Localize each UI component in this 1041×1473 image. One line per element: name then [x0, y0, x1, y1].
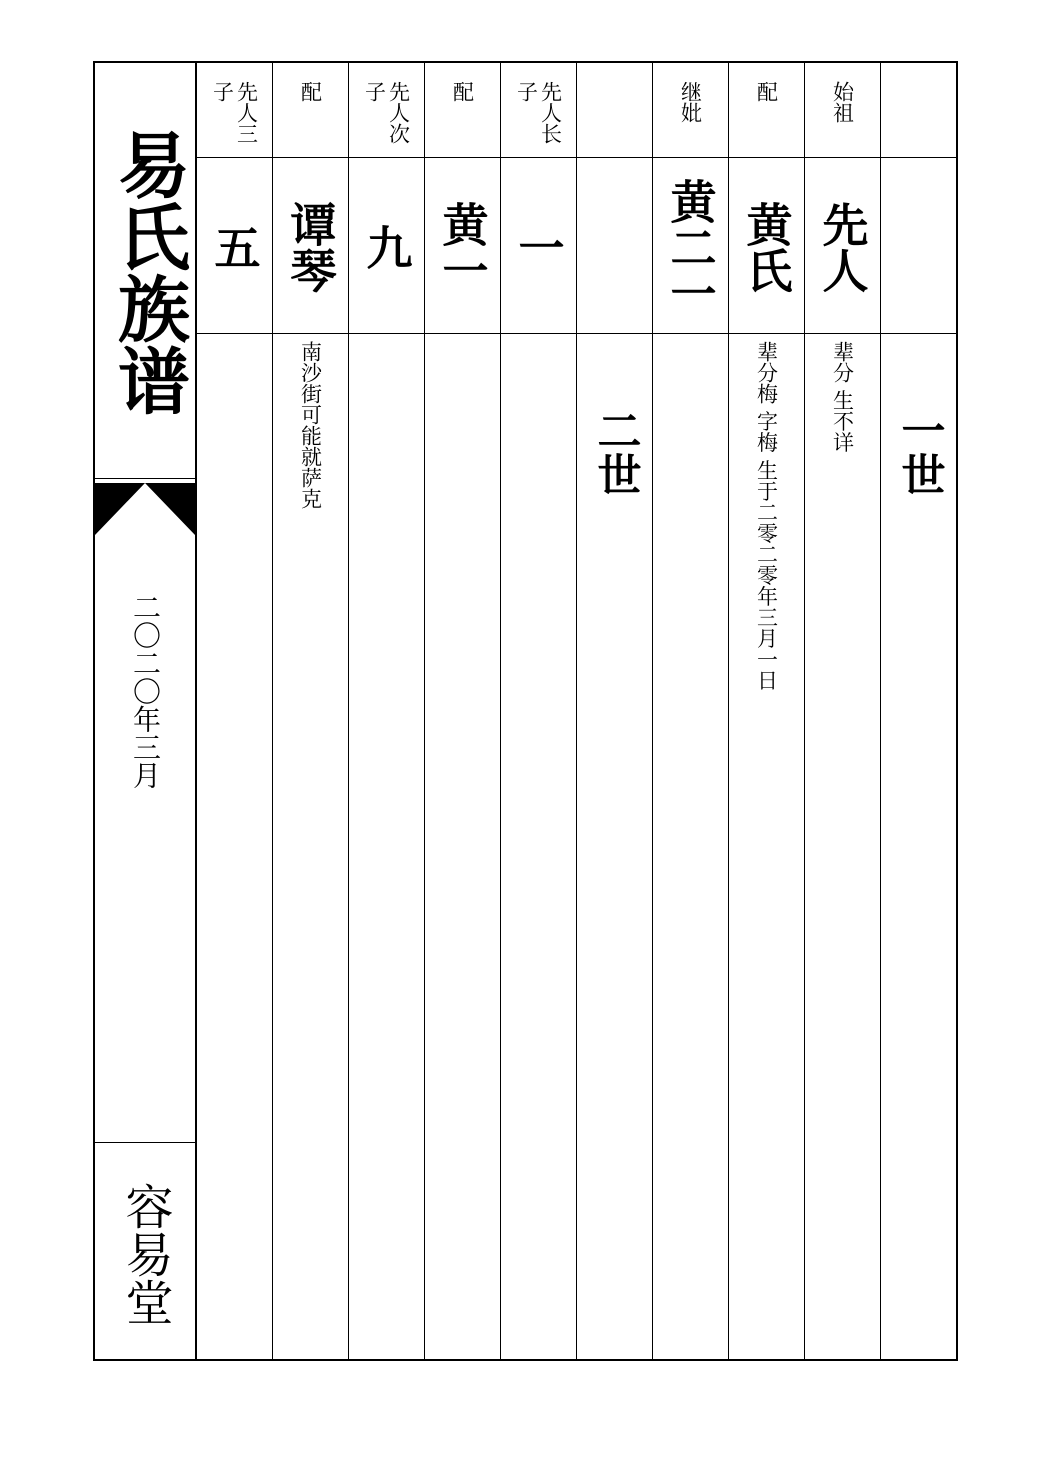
- column-2: [804, 63, 880, 1359]
- column-1: [880, 63, 956, 1359]
- book-title: 易氏族谱: [106, 128, 191, 416]
- column-header: 先人长子: [514, 81, 563, 144]
- person-name: 九: [359, 224, 414, 270]
- person-note: 辈分 生不详: [830, 341, 855, 453]
- person-name: 一: [511, 224, 566, 270]
- chevron-banner-icon: [95, 483, 195, 535]
- hall-name: 容易堂: [117, 1182, 173, 1326]
- column-header: 配: [754, 81, 779, 102]
- cover-panel: [95, 63, 196, 1359]
- column-5: [576, 63, 652, 1359]
- generation-label: 二世: [589, 408, 641, 496]
- generation-label: 一世: [893, 408, 945, 496]
- column-6: [500, 63, 576, 1359]
- person-name: 黄一: [435, 201, 490, 293]
- person-name: 黄氏: [739, 201, 794, 293]
- column-header: 始祖: [830, 81, 855, 123]
- column-header: 先人次子: [362, 81, 411, 144]
- column-8: [348, 63, 424, 1359]
- column-header: 配: [450, 81, 475, 102]
- column-header: 先人三子: [210, 81, 259, 144]
- column-9: [272, 63, 348, 1359]
- column-3: [728, 63, 804, 1359]
- person-name: 黄二一: [663, 178, 718, 316]
- genealogy-page: [93, 61, 958, 1361]
- person-name: 谭琴: [283, 201, 338, 293]
- column-4: [652, 63, 728, 1359]
- title-divider: [95, 478, 195, 479]
- person-name: 五: [207, 224, 262, 270]
- column-10: [196, 63, 272, 1359]
- person-note: 南沙街可能就萨克: [298, 341, 323, 509]
- column-header: 继妣: [678, 81, 703, 123]
- column-7: [424, 63, 500, 1359]
- hall-divider: [95, 1142, 195, 1143]
- person-name: 先人: [815, 201, 870, 293]
- column-header: 配: [298, 81, 323, 102]
- compile-date: 二〇二〇年三月: [129, 593, 162, 789]
- person-note: 辈分梅 字梅 生于二零二零年三月一日: [754, 341, 779, 691]
